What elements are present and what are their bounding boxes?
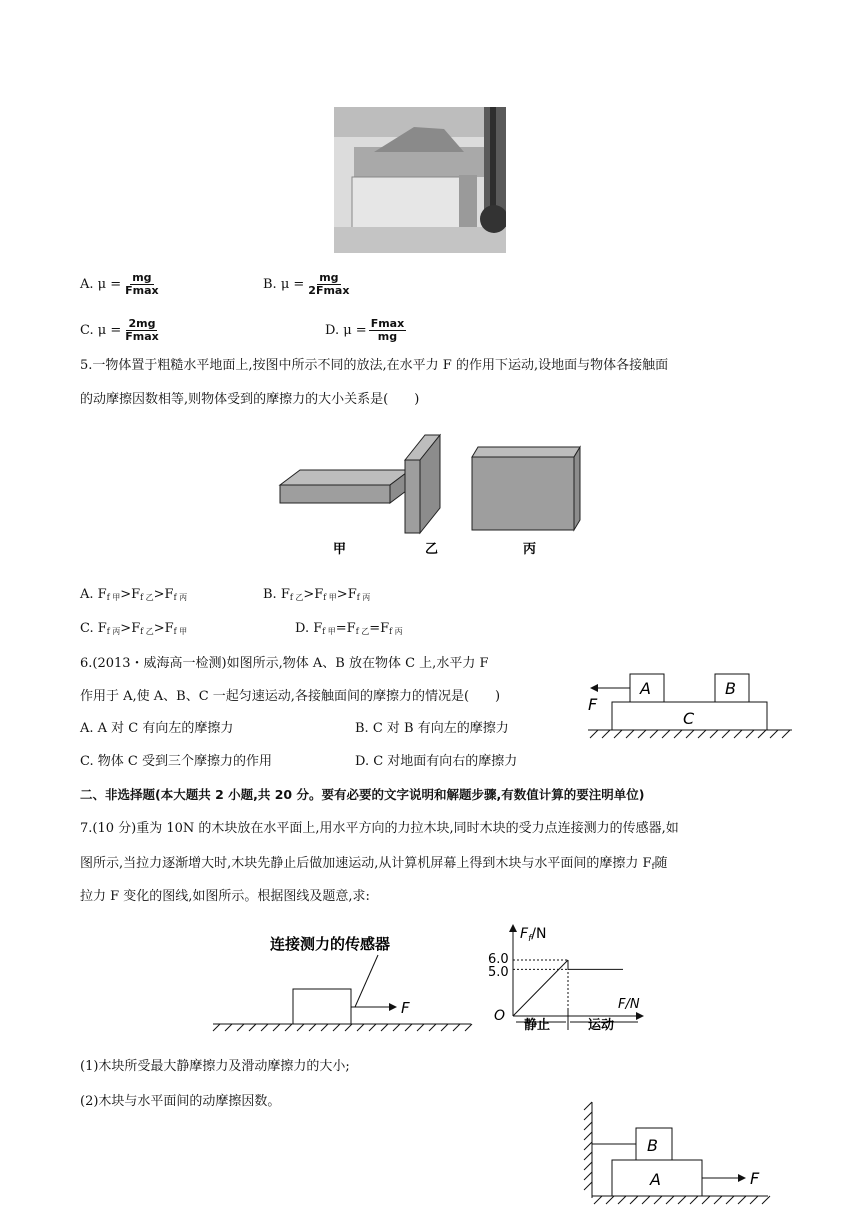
q5-option-c: C. $F_{f 丙}>F_{f 乙}>F_{f 甲}$ xyxy=(80,621,188,636)
q6-figure xyxy=(580,668,800,743)
machine-photo xyxy=(334,107,506,253)
origin-label: O xyxy=(494,1008,506,1024)
q7-line1: 7.(10 分)重为 10N 的木块放在水平面上,用水平方向的力拉木块,同时木块的受力点连接测力的传感器,如 xyxy=(80,821,679,836)
x-axis-arrow xyxy=(636,1012,644,1020)
y-axis-arrow xyxy=(509,924,517,932)
q5-line1: 5.一物体置于粗糙水平地面上,按图中所示不同的放法,在水平力 F 的作用下运动,设地面与物体各接触面 xyxy=(80,358,669,373)
section2-heading: 二、非选择题(本大题共 2 小题,共 20 分。要有必要的文字说明和解题步骤,有数值计算的要注明单位) xyxy=(80,787,645,802)
q6-label-b: B xyxy=(725,679,736,698)
q4-option-b: B. μ = $\frac{mg}{2Fmax}$ xyxy=(263,271,350,297)
q5-option-d: D. $F_{f 甲}=F_{f 乙}=F_{f 丙}$ xyxy=(295,621,403,636)
q6-option-b: B. C 对 B 有向左的摩擦力 xyxy=(355,721,509,736)
q8-label-f: F xyxy=(750,1169,760,1188)
region-moving: 运动 xyxy=(588,1018,615,1033)
q5-option-b: B. $F_{f 乙}>F_{f 甲}>F_{f 丙}$ xyxy=(263,587,371,602)
q6-option-d: D. C 对地面有向右的摩擦力 xyxy=(355,754,518,769)
x-axis-label: F/N xyxy=(618,997,640,1012)
label-yi: 乙 xyxy=(425,542,439,557)
y-axis-label: $F_f/N$ xyxy=(520,926,547,944)
q4-option-c: C. μ = $\frac{2mg}{Fmax}$ xyxy=(80,317,159,343)
q6-line2: 作用于 A,使 A、B、C 一起匀速运动,各接触面间的摩擦力的情况是( ) xyxy=(80,689,501,704)
q7-line3: 拉力 F 变化的图线,如图所示。根据图线及题意,求: xyxy=(80,889,370,904)
q6-label-f: F xyxy=(588,695,598,714)
q7-force-label: F xyxy=(401,999,410,1017)
q6-option-a: A. A 对 C 有向左的摩擦力 xyxy=(80,721,234,736)
region-static: 静止 xyxy=(524,1018,551,1033)
q7-subq1: (1)木块所受最大静摩擦力及滑动摩擦力的大小; xyxy=(80,1059,350,1074)
q4-option-a: A. μ = $\frac{mg}{Fmax}$ xyxy=(80,271,159,297)
q7-line2: 图所示,当拉力逐渐增大时,木块先静止后做加速运动,从计算机屏幕上得到木块与水平面间的摩擦力 $F_f$随 xyxy=(80,856,668,871)
label-jia: 甲 xyxy=(333,542,347,557)
q4-option-d: D. μ = $\frac{Fmax}{mg}$ xyxy=(325,317,405,343)
q7-sensor-figure xyxy=(205,925,475,1035)
sensor-label: 连接测力的传感器 xyxy=(270,935,391,953)
y-tick-6: 6.0 xyxy=(488,952,509,967)
q5-option-a: A. $F_{f 甲}>F_{f 乙}>F_{f 丙}$ xyxy=(80,587,188,602)
y-tick-5: 5.0 xyxy=(488,965,509,980)
series-segment xyxy=(513,960,568,1016)
q5-figure xyxy=(270,430,590,560)
q6-option-c: C. 物体 C 受到三个摩擦力的作用 xyxy=(80,754,272,769)
q8-label-a: A xyxy=(650,1170,661,1189)
q7-subq2: (2)木块与水平面间的动摩擦因数。 xyxy=(80,1094,281,1109)
q8-figure xyxy=(580,1098,780,1206)
q6-line1: 6.(2013・威海高一检测)如图所示,物体 A、B 放在物体 C 上,水平力 F xyxy=(80,656,489,671)
q6-label-c: C xyxy=(683,709,695,728)
q8-label-b: B xyxy=(647,1136,658,1155)
label-bing: 丙 xyxy=(523,542,537,557)
q5-line2: 的动摩擦因数相等,则物体受到的摩擦力的大小关系是( ) xyxy=(80,392,420,407)
q6-label-a: A xyxy=(640,679,651,698)
friction-chart xyxy=(488,918,648,1038)
